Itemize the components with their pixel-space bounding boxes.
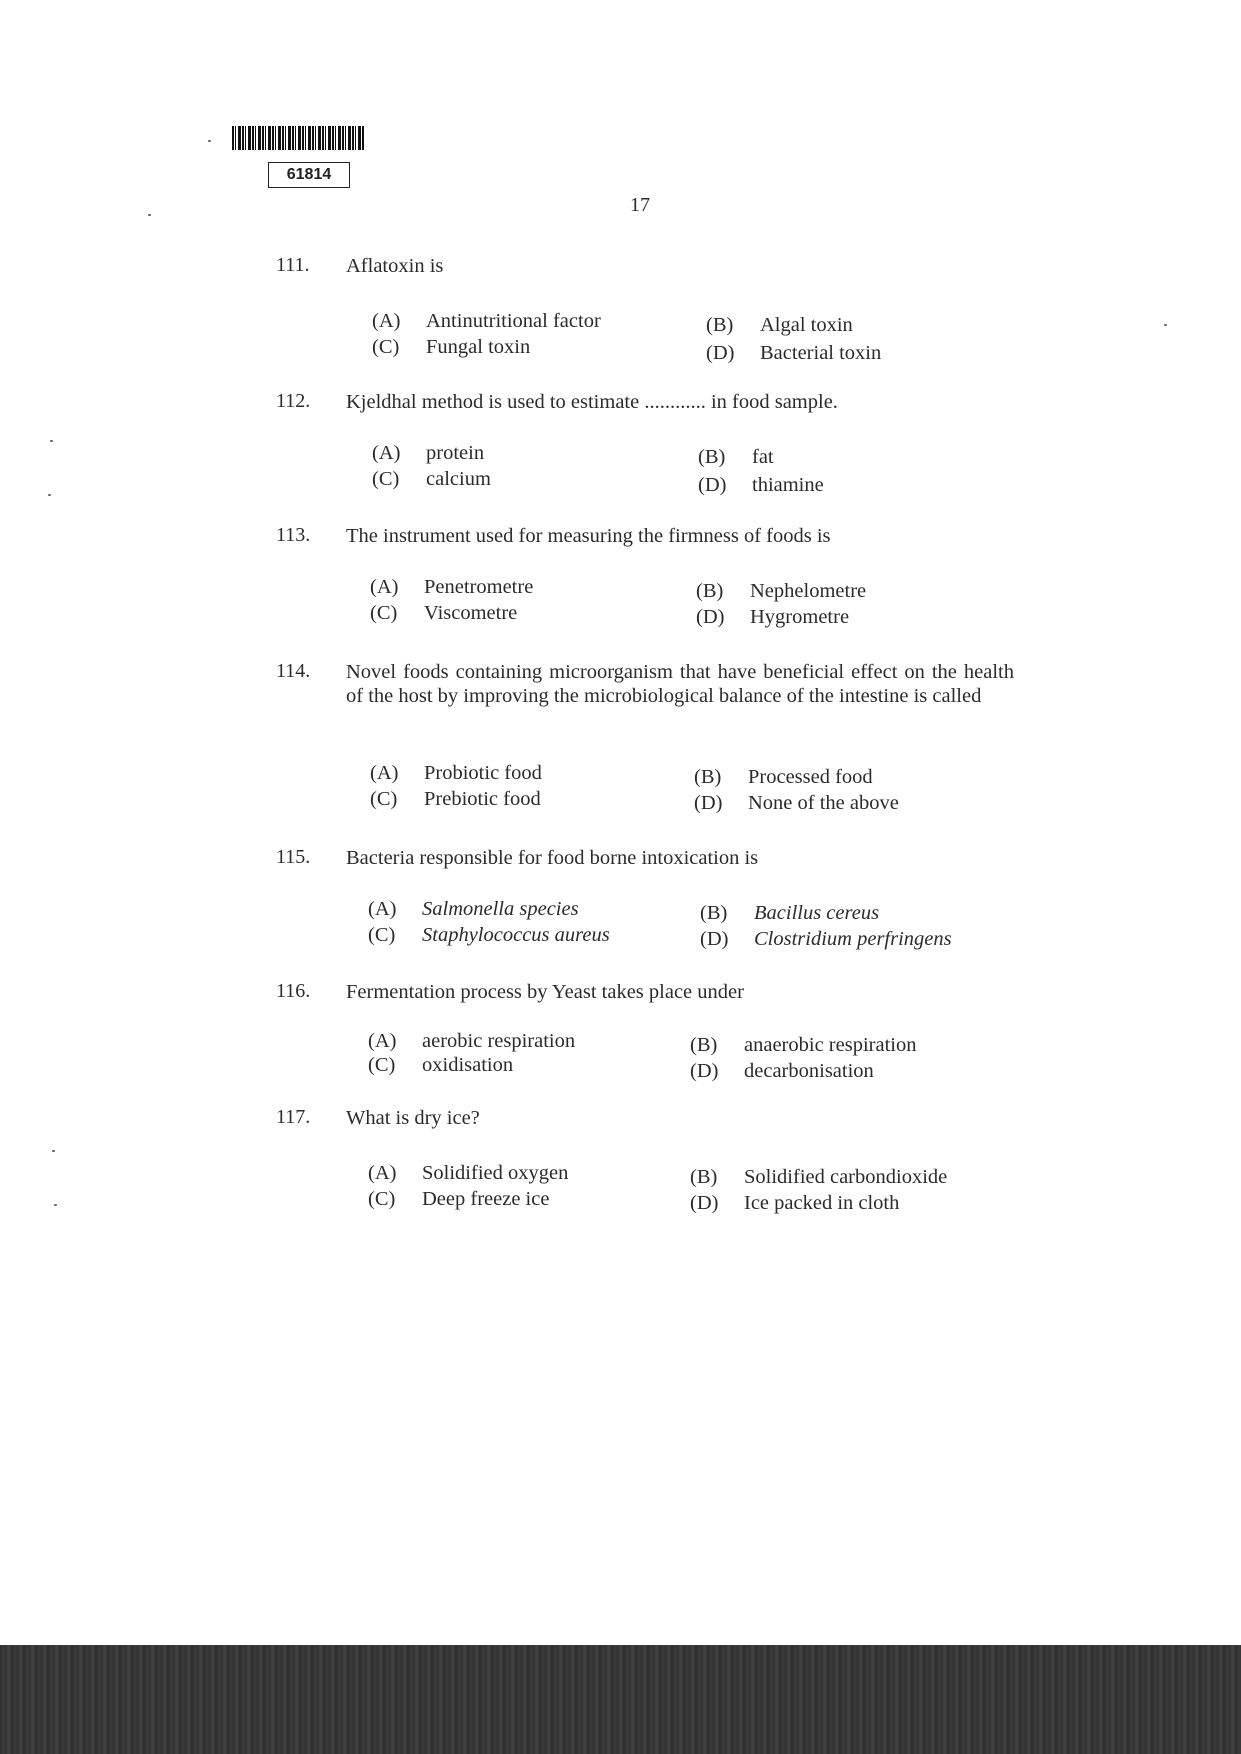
option-a: (A) Solidified oxygen — [368, 1162, 569, 1184]
option-a: (A) Probiotic food — [370, 762, 542, 784]
option-b: (B) anaerobic respiration — [690, 1034, 917, 1056]
scan-speck — [48, 494, 51, 496]
question-number: 114. — [276, 660, 311, 682]
question-number: 113. — [276, 524, 311, 546]
option-c: (C) Deep freeze ice — [368, 1188, 550, 1210]
scan-speck — [50, 440, 53, 442]
option-a: (A) aerobic respiration — [368, 1030, 576, 1052]
question-number: 112. — [276, 390, 311, 412]
option-c: (C) calcium — [372, 468, 491, 490]
option-d: (D) Clostridium perfringens — [700, 928, 952, 950]
option-c: (C) oxidisation — [368, 1054, 514, 1076]
option-b: (B) fat — [698, 446, 774, 468]
scan-speck — [52, 1150, 55, 1152]
scanner-background-strip — [0, 1645, 1241, 1754]
option-c: (C) Fungal toxin — [372, 336, 531, 358]
option-a: (A) Salmonella species — [368, 898, 579, 920]
scan-speck — [1164, 324, 1167, 326]
option-a: (A) Antinutritional factor — [372, 310, 601, 332]
option-d: (D) Hygrometre — [696, 606, 850, 628]
option-a: (A) protein — [372, 442, 485, 464]
option-a: (A) Penetrometre — [370, 576, 534, 598]
question-text: Bacteria responsible for food borne intoxication is — [346, 847, 759, 869]
scan-speck — [208, 140, 211, 142]
question-number: 116. — [276, 980, 311, 1002]
option-c: (C) Staphylococcus aureus — [368, 924, 610, 946]
option-d: (D) Bacterial toxin — [706, 342, 882, 364]
question-text: Aflatoxin is — [346, 255, 444, 277]
question-number: 111. — [276, 254, 310, 276]
question-text: Fermentation process by Yeast takes place under — [346, 981, 744, 1003]
scan-speck — [54, 1204, 57, 1206]
question-text: Kjeldhal method is used to estimate ............ in food sample. — [346, 391, 838, 413]
question-text: What is dry ice? — [346, 1107, 480, 1129]
scan-speck — [148, 214, 151, 216]
option-d: (D) decarbonisation — [690, 1060, 874, 1082]
option-b: (B) Processed food — [694, 766, 873, 788]
option-d: (D) thiamine — [698, 474, 824, 496]
option-b: (B) Solidified carbondioxide — [690, 1166, 948, 1188]
question-text: The instrument used for measuring the firmness of foods is — [346, 525, 831, 547]
question-number: 117. — [276, 1106, 311, 1128]
paper-code-box: 61814 — [268, 162, 350, 188]
question-number: 115. — [276, 846, 311, 868]
option-d: (D) None of the above — [694, 792, 899, 814]
question-text: Novel foods containing microorganism that have beneficial effect on the health of the host by improving the microbiological balance of the intestine is called — [346, 661, 1014, 707]
option-b: (B) Bacillus cereus — [700, 902, 880, 924]
option-d: (D) Ice packed in cloth — [690, 1192, 900, 1214]
page-number: 17 — [630, 194, 650, 216]
option-b: (B) Algal toxin — [706, 314, 853, 336]
option-c: (C) Viscometre — [370, 602, 518, 624]
option-b: (B) Nephelometre — [696, 580, 867, 602]
option-c: (C) Prebiotic food — [370, 788, 541, 810]
barcode-image — [232, 126, 364, 150]
